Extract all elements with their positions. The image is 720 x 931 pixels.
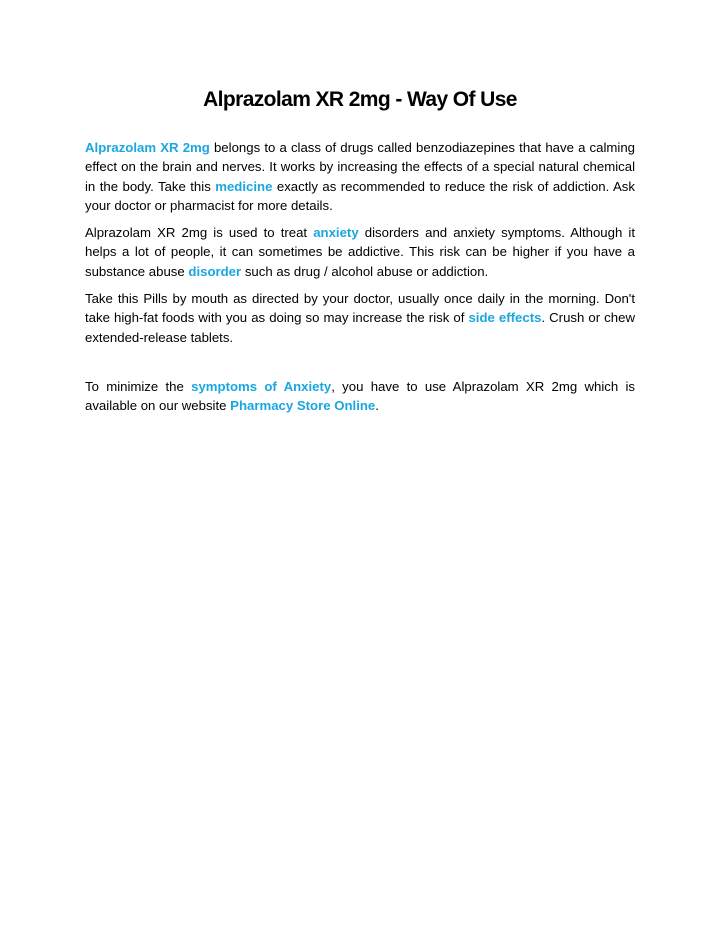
- paragraph-text: Take this Pills by mouth as directed by your doctor, usually once daily in the morning. Don't take high-fat foods with you as doing so may increase the risk of: [85, 291, 635, 326]
- side-effects-link[interactable]: side effects: [468, 310, 542, 326]
- anxiety-link[interactable]: anxiety: [313, 225, 359, 241]
- paragraph-intro: [85, 138, 635, 215]
- paragraph-text: Alprazolam XR 2mg is used to treat: [85, 225, 314, 241]
- paragraph-text: . Crush or chew extended-release tablets.: [85, 310, 635, 345]
- paragraph-text: , you have to use Alprazolam XR 2mg which is available on our website: [85, 378, 635, 414]
- paragraph-closing: [85, 377, 635, 416]
- disorder-link[interactable]: disorder: [188, 263, 242, 279]
- document-body: [85, 138, 635, 424]
- medicine-link[interactable]: medicine: [215, 178, 273, 194]
- paragraph-directions: [85, 289, 635, 347]
- paragraph-text: belongs to a class of drugs called benzodiazepines that have a calming effect on the brain and nerves. It works by increasing the effects of a special natural chemical in the body. Take this: [85, 140, 635, 194]
- page-title: Alprazolam XR 2mg - Way Of Use: [203, 88, 517, 111]
- pharmacy-store-online-link[interactable]: Pharmacy Store Online: [230, 398, 376, 414]
- paragraph-text: To minimize the: [85, 378, 192, 394]
- alprazolam-xr-2mg-link[interactable]: Alprazolam XR 2mg: [85, 140, 210, 155]
- paragraph-usage: [85, 223, 635, 281]
- paragraph-text: exactly as recommended to reduce the risk of addiction. Ask your doctor or pharmacist for more details.: [85, 178, 635, 213]
- paragraph-text: .: [375, 398, 379, 414]
- symptoms-of-anxiety-link[interactable]: symptoms of Anxiety: [191, 378, 332, 394]
- paragraph-text: such as drug / alcohol abuse or addiction.: [241, 263, 489, 279]
- paragraph-text: disorders and anxiety symptoms. Although it helps a lot of people, it can sometimes be addictive. This risk can be higher if you have a substance abuse: [85, 225, 635, 279]
